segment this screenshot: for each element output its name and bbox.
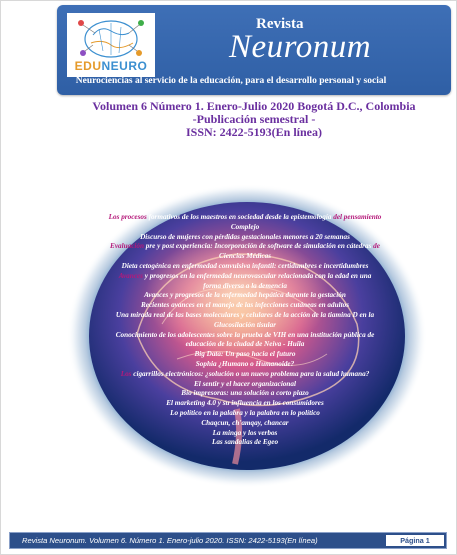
- toc-entry: [87, 429, 403, 439]
- volume-line: Volumen 6 Número 1. Enero-Julio 2020 Bogotá D.C., Colombia: [92, 99, 416, 113]
- toc-entry-post: de: [371, 242, 380, 251]
- toc-entry: [87, 409, 403, 419]
- publication-frequency: -Publicación semestral -: [192, 112, 316, 126]
- toc-entry-text: El marketing 4.0 y su influencia en los consumidores: [166, 399, 324, 408]
- toc-entry-text: Una mirada real de las bases moleculares y celulares de la acción de la tiamina D en la: [115, 310, 375, 319]
- toc-entry-pre: Evaluación: [110, 242, 144, 251]
- eduneuro-logo: [67, 13, 155, 77]
- footer-citation: Revista Neuronum. Volumen 6. Número 1. Enero-julio 2020. ISSN: 2422-5193(En línea): [22, 536, 318, 545]
- toc-entry: [87, 311, 403, 321]
- toc-entry-text: Glucosilación tisular: [213, 320, 277, 329]
- toc-entry: [87, 233, 403, 243]
- toc-entry-text: Sophia ¿Humano o Humanoide?: [195, 359, 295, 368]
- toc-entry-text: Complejo: [230, 222, 260, 231]
- issn-line: ISSN: 2422-5193(En línea): [185, 125, 322, 139]
- toc-entry-text: Discurso de mujeres con pérdidas gestacionales menores a 20 semanas: [140, 232, 350, 241]
- toc-entry-text: El sentir y el hacer organizacional: [193, 379, 297, 388]
- toc-entry-text: Conocimiento de los adolescentes sobre la prueba de VIH en una institución pública de: [115, 330, 375, 339]
- toc-entry: [87, 301, 403, 311]
- logo-neuro-text: NEURO: [101, 59, 148, 73]
- toc-entry-text: y progresos en la enfermedad neurovascular relacionada con la edad en una: [142, 271, 372, 280]
- journal-tagline: Neurociencias al servicio de la educación, para el desarrollo personal y social: [75, 76, 387, 86]
- toc-entry: [87, 380, 403, 390]
- toc-entry-text: Ciencias Médicas: [218, 252, 272, 261]
- toc-entry-text: Chaqcun, ch'amqay, chancar: [201, 418, 289, 427]
- toc-entry: [87, 389, 403, 399]
- toc-entry-post: del pensamiento: [331, 213, 382, 221]
- toc-entry-pre: Avances: [118, 271, 143, 280]
- brain-logo-icon: [73, 15, 149, 61]
- page-number: Página 1: [386, 535, 444, 546]
- toc-entry: [87, 399, 403, 409]
- toc-entry: [87, 360, 403, 370]
- toc-entry: [87, 213, 403, 223]
- toc-entry: [87, 252, 403, 262]
- toc-entry-text: formativos de los maestros en sociedad desde la epistemología: [148, 213, 332, 221]
- toc-entry: [87, 282, 403, 292]
- toc-entry: [87, 340, 403, 350]
- toc-entry: [87, 321, 403, 331]
- toc-entry: [87, 331, 403, 341]
- logo-edu-text: EDU: [74, 59, 102, 73]
- toc-entry: [87, 350, 403, 360]
- toc-entry: [87, 223, 403, 233]
- journal-title: Neuronum: [229, 29, 372, 65]
- toc-entry: [87, 438, 403, 448]
- toc-entry-pre: Los procesos: [108, 213, 149, 221]
- toc-entry-text: educación de la ciudad de Neiva - Huila: [185, 340, 305, 349]
- toc-entry-text: Recientes avances en el manejo de las infecciones cutáneas en adultos: [140, 301, 350, 310]
- table-of-contents: [87, 213, 403, 448]
- toc-entry-text: Bio impresoras: una solución a corto plazo: [181, 389, 309, 398]
- toc-entry: [87, 262, 403, 272]
- toc-entry-text: Las sandalias de Egeo: [211, 438, 279, 447]
- toc-entry: [87, 272, 403, 282]
- toc-entry-text: forma diversa a la demencia: [203, 281, 287, 290]
- toc-entry-text: Big Data: Un paso hacia el futuro: [194, 350, 296, 359]
- footer-bar: [9, 532, 447, 549]
- toc-entry-text: Avances y progresos de la enfermedad hepática durante la gestación: [144, 291, 346, 300]
- toc-entry-text: La minga y los verbos: [212, 428, 278, 437]
- toc-entry-text: pre y post experiencia: Incorporación de software de simulación en cátedras: [143, 242, 372, 251]
- toc-entry: [87, 291, 403, 301]
- toc-entry-pre: Los: [120, 369, 132, 378]
- toc-entry: [87, 370, 403, 380]
- toc-entry: [87, 242, 403, 252]
- logo-wordmark: [67, 59, 155, 73]
- toc-entry-text: cigarrillos electrónicos: ¿solución o un nuevo problema para la salud humana?: [131, 369, 370, 378]
- toc-entry-text: Lo político en la palabra y la palabra en lo político: [170, 408, 320, 417]
- revista-label: Revista: [256, 16, 304, 32]
- toc-entry: [87, 419, 403, 429]
- toc-entry-text: Dieta cetogénica en enfermedad convulsiva infantil: certidumbres e incertidumbres: [121, 261, 369, 270]
